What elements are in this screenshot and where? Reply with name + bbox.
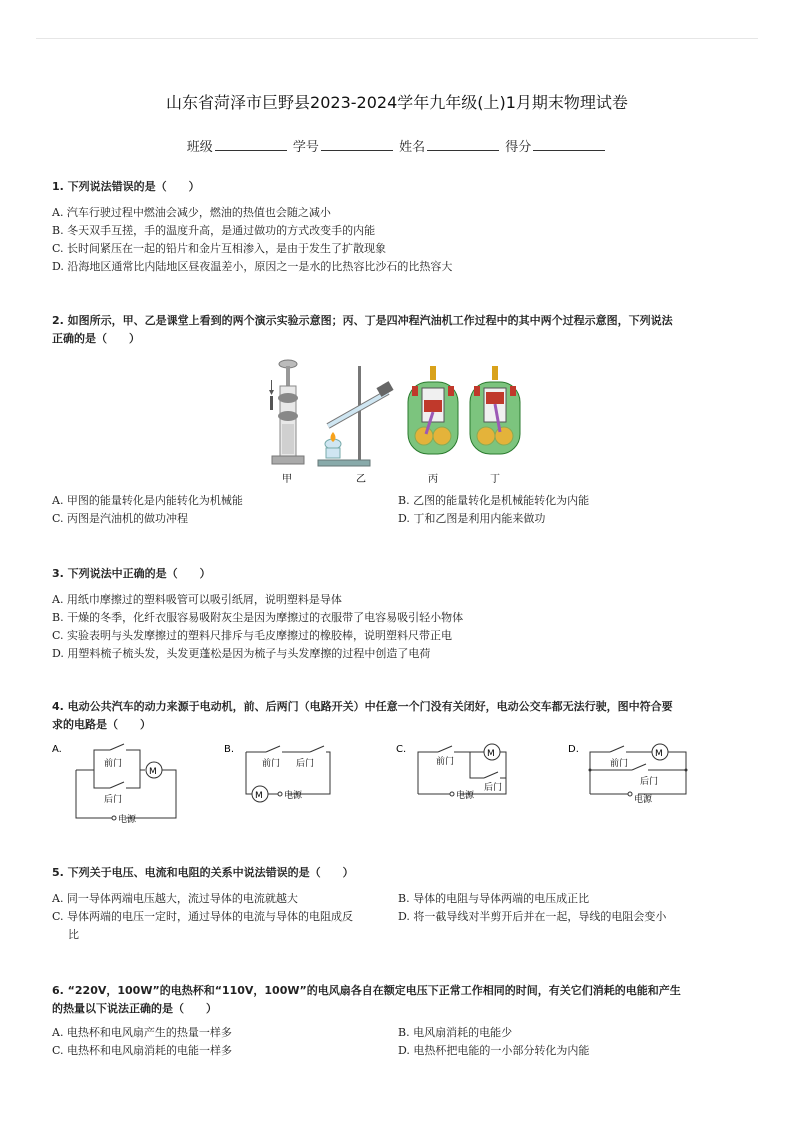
number-blank[interactable] [321, 139, 393, 151]
question-6-stem-line2: 的热量以下说法正确的是（ ） [52, 1002, 217, 1015]
circuit-option-d [566, 740, 716, 810]
circuit-a-letter: A. [52, 744, 62, 755]
figure-label-ding: 丁 [490, 474, 500, 485]
circuit-b-front-door: 前门 [262, 759, 281, 769]
number-label: 学号 [292, 140, 319, 155]
question-2-option-b: B. 乙图的能量转化是机械能转化为内能 [398, 494, 590, 507]
class-blank[interactable] [215, 139, 287, 151]
circuit-d-motor: M [655, 749, 663, 759]
name-blank[interactable] [427, 139, 499, 151]
question-3 [52, 565, 742, 663]
question-1-option-b: B. 冬天双手互搓，手的温度升高，是通过做功的方式改变手的内能 [52, 224, 376, 237]
circuit-d-letter: D. [568, 744, 579, 755]
circuit-a-power: 电源 [118, 815, 137, 825]
question-1-option-c: C. 长时间紧压在一起的铅片和金片互相渗入，是由于发生了扩散现象 [52, 242, 387, 255]
score-blank[interactable] [533, 139, 605, 151]
circuit-b-power: 电源 [284, 791, 303, 801]
question-2-stem-line2: 正确的是（ ） [52, 332, 140, 345]
circuit-b-motor: M [255, 791, 263, 801]
question-5-option-c-line2: 比 [68, 928, 79, 941]
question-6 [52, 982, 752, 1018]
question-3-stem: 3. 下列说法中正确的是（ ） [52, 567, 211, 580]
engine-stroke-bing-figure [408, 366, 458, 454]
question-2-figure [260, 356, 540, 486]
question-1-option-a: A. 汽车行驶过程中燃油会减少，燃油的热值也会随之减小 [52, 206, 331, 219]
circuit-a-front-door: 前门 [104, 759, 123, 769]
circuit-option-b [222, 740, 372, 810]
figure-label-yi: 乙 [356, 474, 366, 485]
question-5-option-a: A. 同一导体两端电压越大，流过导体的电流就越大 [52, 892, 298, 905]
question-2-stem-line1: 2. 如图所示，甲、乙是课堂上看到的两个演示实验示意图；丙、丁是四冲程汽油机工作过程中的其中两个过程示意图，下列说法 [52, 314, 673, 327]
top-divider [36, 38, 758, 39]
circuit-d-power: 电源 [634, 795, 653, 805]
question-4 [52, 698, 752, 734]
question-6-option-d: D. 电热杯把电能的一小部分转化为内能 [398, 1044, 590, 1057]
circuit-d-front-door: 前门 [610, 759, 629, 769]
circuit-b-back-door: 后门 [296, 759, 315, 769]
circuit-d-back-door: 后门 [640, 777, 659, 787]
question-3-option-c: C. 实验表明与头发摩擦过的塑料尺排斥与毛皮摩擦过的橡胶棒，说明塑料尺带正电 [52, 629, 453, 642]
question-2-option-d: D. 丁和乙图是利用内能来做功 [398, 512, 546, 525]
circuit-a-motor: M [149, 767, 157, 777]
question-5 [52, 864, 742, 882]
circuit-b-letter: B. [224, 744, 235, 755]
circuit-c-front-door: 前门 [436, 757, 455, 767]
question-5-stem: 5. 下列关于电压、电流和电阻的关系中说法错误的是（ ） [52, 866, 354, 879]
question-5-option-b: B. 导体的电阻与导体两端的电压成正比 [398, 892, 590, 905]
circuit-c-letter: C. [396, 744, 407, 755]
student-info-line [0, 136, 794, 155]
question-6-option-b: B. 电风扇消耗的电能少 [398, 1026, 513, 1039]
name-label: 姓名 [399, 140, 426, 155]
question-1-stem: 1. 下列说法错误的是（ ） [52, 180, 200, 193]
question-1-option-d: D. 沿海地区通常比内陆地区昼夜温差小，原因之一是水的比热容比沙石的比热容大 [52, 260, 453, 273]
question-4-stem-line2: 求的电路是（ ） [52, 718, 151, 731]
test-tube-heating-figure [318, 366, 394, 466]
question-1 [52, 178, 742, 276]
circuit-a-back-door: 后门 [104, 795, 123, 805]
question-4-stem-line1: 4. 电动公共汽车的动力来源于电动机，前、后两门（电路开关）中任意一个门没有关闭好，电动公交车都无法行驶，图中符合要 [52, 700, 673, 713]
question-3-option-a: A. 用纸巾摩擦过的塑料吸管可以吸引纸屑，说明塑料是导体 [52, 593, 342, 606]
compression-apparatus-figure [269, 360, 304, 464]
engine-stroke-ding-figure [470, 366, 520, 454]
question-3-option-d: D. 用塑料梳子梳头发，头发更蓬松是因为梳子与头发摩擦的过程中创造了电荷 [52, 647, 431, 660]
question-6-stem-line1: 6. “220V，100W”的电热杯和“110V，100W”的电风扇各自在额定电压下正常工作相同的时间，有关它们消耗的电能和产生 [52, 984, 681, 997]
question-2 [52, 312, 752, 348]
question-6-option-a: A. 电热杯和电风扇产生的热量一样多 [52, 1026, 232, 1039]
circuit-c-power: 电源 [456, 791, 475, 801]
circuit-option-c [394, 740, 544, 810]
question-6-option-c: C. 电热杯和电风扇消耗的电能一样多 [52, 1044, 233, 1057]
figure-label-bing: 丙 [428, 474, 438, 485]
question-5-option-d: D. 将一截导线对半剪开后并在一起，导线的电阻会变小 [398, 910, 667, 923]
circuit-c-back-door: 后门 [484, 783, 503, 793]
question-3-option-b: B. 干燥的冬季，化纤衣服容易吸附灰尘是因为摩擦过的衣服带了电容易吸引轻小物体 [52, 611, 464, 624]
figure-label-jia: 甲 [282, 474, 292, 485]
question-2-option-c: C. 丙图是汽油机的做功冲程 [52, 512, 189, 525]
class-label: 班级 [186, 140, 213, 155]
score-label: 得分 [505, 140, 532, 155]
circuit-option-a [50, 740, 200, 830]
question-2-option-a: A. 甲图的能量转化是内能转化为机械能 [52, 494, 243, 507]
circuit-c-motor: M [487, 749, 495, 759]
question-5-option-c-line1: C. 导体两端的电压一定时，通过导体的电流与导体的电阻成反 [52, 910, 354, 923]
page-title: 山东省菏泽市巨野县2023-2024学年九年级(上)1月期末物理试卷 [166, 93, 628, 112]
